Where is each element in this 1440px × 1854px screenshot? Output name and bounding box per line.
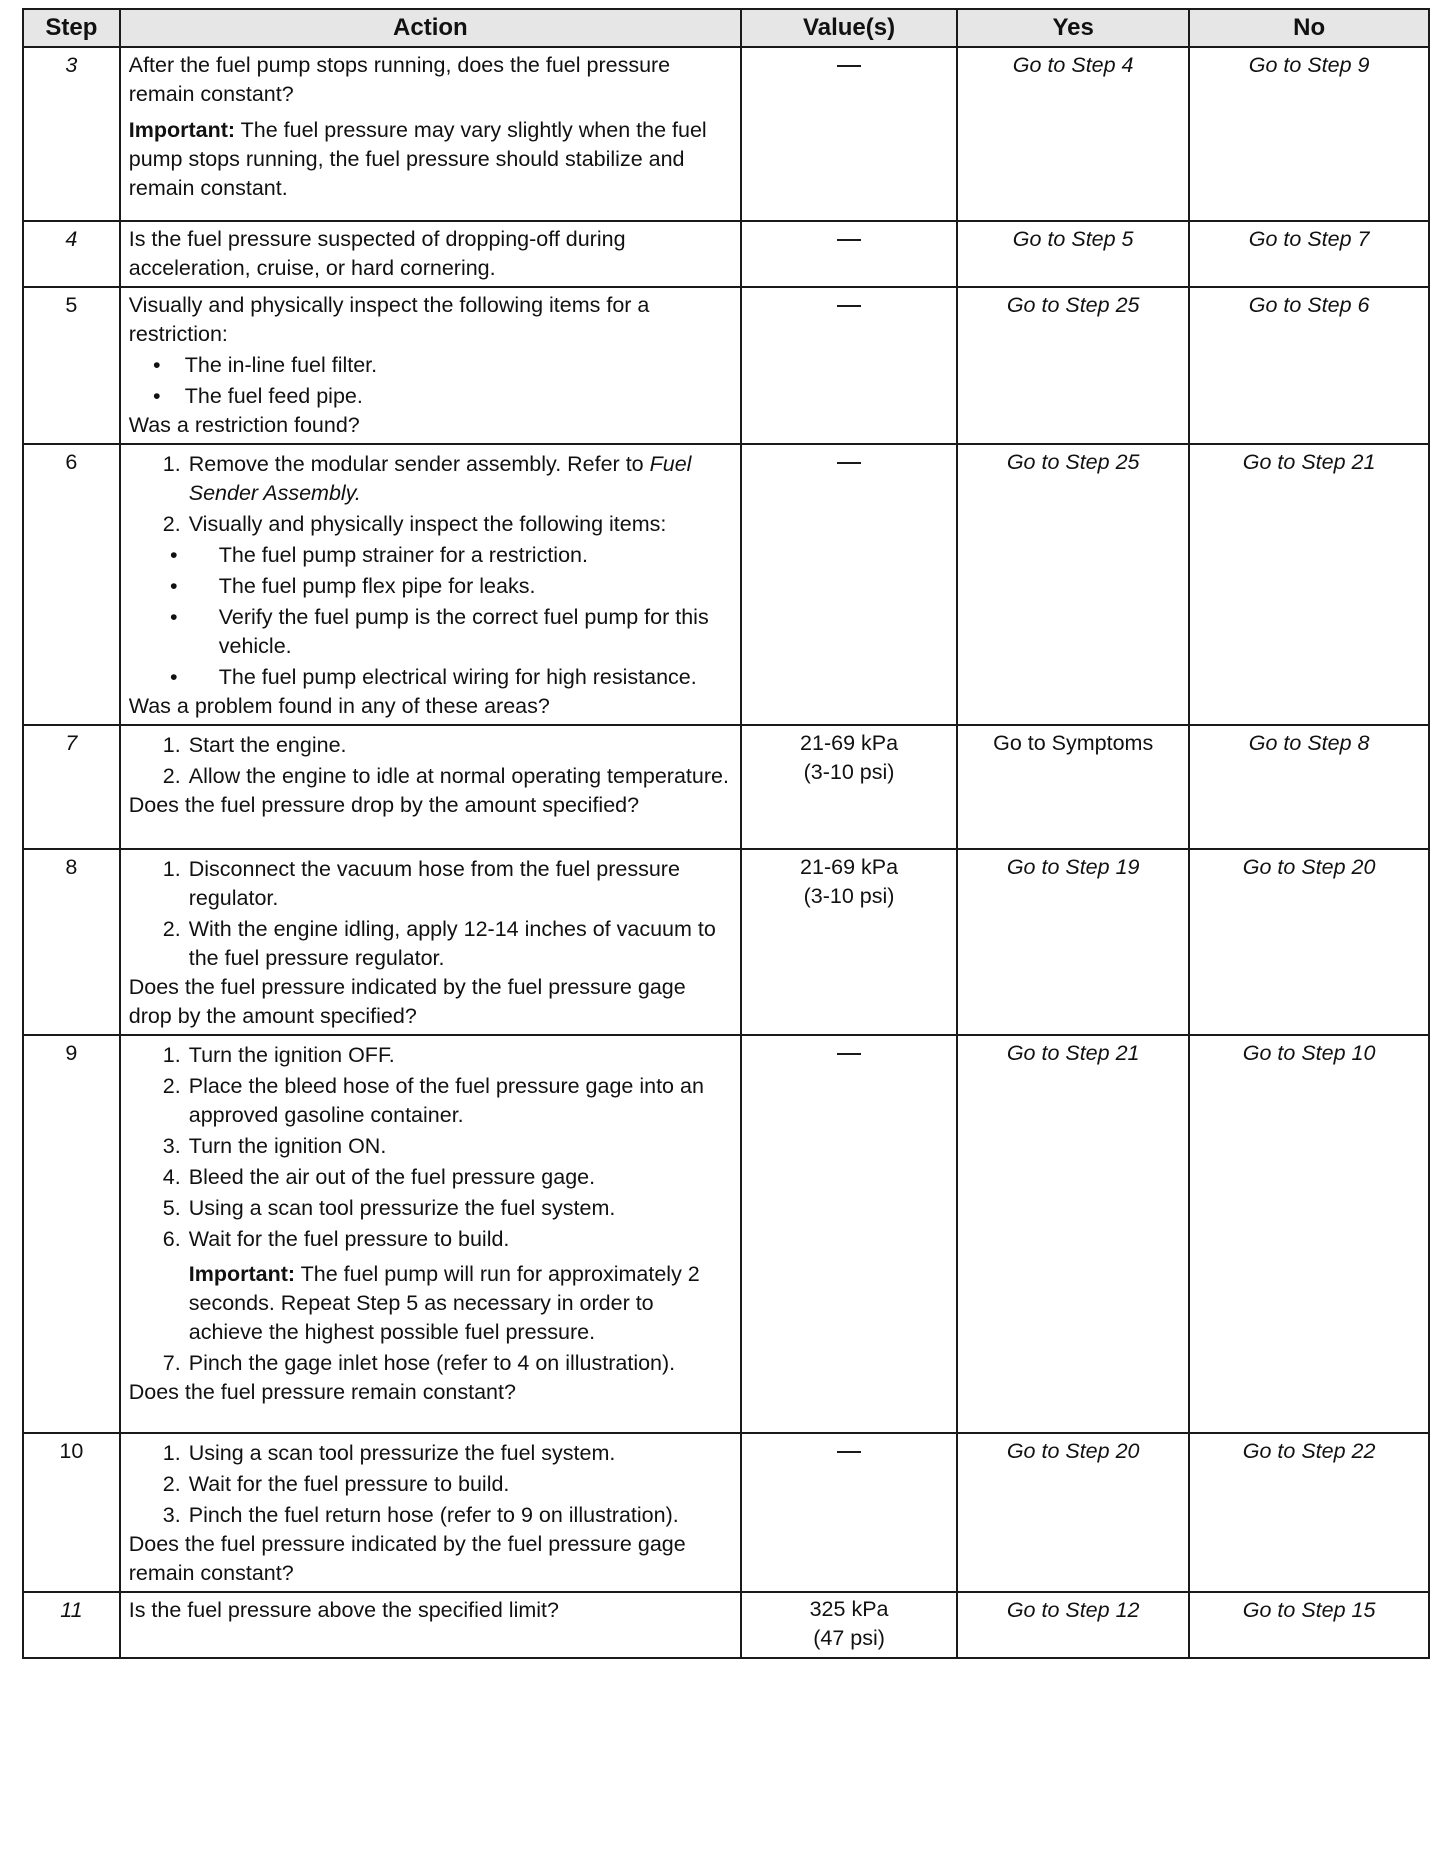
header-step: Step (23, 9, 120, 47)
list-item (129, 1194, 732, 1223)
no-action: Go to Step 10 (1189, 1035, 1429, 1433)
diagnostic-table (22, 8, 1430, 1659)
list-item-text: Turn the ignition OFF. (188, 1043, 395, 1067)
no-action: Go to Step 9 (1189, 47, 1429, 221)
question: Does the fuel pressure drop by the amount specified? (128, 793, 640, 817)
step-number: 10 (23, 1433, 120, 1592)
yes-action: Go to Step 12 (957, 1592, 1189, 1658)
list-number: 2. (162, 512, 181, 536)
table-row (23, 444, 1429, 725)
value-cell (741, 849, 957, 1035)
question: Was a problem found in any of these areas? (128, 694, 550, 718)
list-item-text: Using a scan tool pressurize the fuel system. (188, 1441, 616, 1465)
reference-link[interactable]: Fuel Sender Assembly. (188, 452, 692, 505)
action-cell (120, 444, 741, 725)
header-yes: Yes (957, 9, 1189, 47)
instruction: Visually and physically inspect the following items for a restriction: (128, 293, 650, 346)
list-item (129, 510, 732, 539)
value-cell (741, 1433, 957, 1592)
list-item (129, 731, 732, 760)
no-action: Go to Step 7 (1189, 221, 1429, 287)
question: Does the fuel pressure remain constant? (128, 1380, 516, 1404)
list-number: 3. (162, 1134, 181, 1158)
value-cell (741, 725, 957, 849)
list-item-text: The fuel feed pipe. (184, 384, 363, 408)
list-item (129, 915, 732, 973)
no-value-dash (837, 65, 861, 67)
list-item-text: Place the bleed hose of the fuel pressure gage into an approved gasoline container. (188, 1074, 704, 1127)
action-cell (120, 287, 741, 444)
value-cell (741, 444, 957, 725)
list-item-text: Bleed the air out of the fuel pressure gage. (188, 1165, 596, 1189)
list-item (129, 1225, 732, 1254)
table-row (23, 221, 1429, 287)
list-item (129, 855, 732, 913)
bullet-icon: • (152, 384, 161, 408)
table-row (23, 1592, 1429, 1658)
list-item (129, 663, 732, 692)
no-value-dash (837, 462, 861, 464)
list-number: 1. (162, 857, 181, 881)
value-psi: (3-10 psi) (803, 884, 895, 908)
no-action: Go to Step 20 (1189, 849, 1429, 1035)
list-item-text: Wait for the fuel pressure to build. (188, 1227, 510, 1251)
list-item (129, 351, 732, 380)
list-item (129, 541, 732, 570)
list-item-text: Pinch the fuel return hose (refer to 9 on illustration). (188, 1503, 679, 1527)
list-number: 4. (162, 1165, 181, 1189)
yes-action: Go to Symptoms (957, 725, 1189, 849)
list-item-text: Start the engine. (188, 733, 347, 757)
important-label: Important: (188, 1262, 296, 1286)
action-cell (120, 1433, 741, 1592)
no-action: Go to Step 22 (1189, 1433, 1429, 1592)
no-action: Go to Step 8 (1189, 725, 1429, 849)
list-item (129, 603, 732, 661)
list-item-text: Disconnect the vacuum hose from the fuel pressure regulator. (188, 857, 680, 910)
list-number: 2. (162, 764, 181, 788)
step-number: 5 (23, 287, 120, 444)
bullet-icon: • (169, 574, 178, 598)
list-item-text: Turn the ignition ON. (188, 1134, 387, 1158)
value-cell (741, 1035, 957, 1433)
step-number: 4 (23, 221, 120, 287)
list-number: 2. (162, 917, 181, 941)
header-no: No (1189, 9, 1429, 47)
list-item (129, 1501, 732, 1530)
list-item-text: Pinch the gage inlet hose (refer to 4 on illustration). (188, 1351, 676, 1375)
list-item-text: Wait for the fuel pressure to build. (188, 1472, 510, 1496)
no-action: Go to Step 6 (1189, 287, 1429, 444)
value-psi: (47 psi) (813, 1626, 885, 1650)
list-number: 5. (162, 1196, 181, 1220)
list-item (129, 1470, 732, 1499)
action-cell (120, 221, 741, 287)
list-item-text: The in-line fuel filter. (184, 353, 378, 377)
table-row (23, 1035, 1429, 1433)
header-action: Action (120, 9, 741, 47)
step-number: 9 (23, 1035, 120, 1433)
important-note (129, 1260, 732, 1347)
list-item (129, 382, 732, 411)
table-row (23, 849, 1429, 1035)
list-item (129, 1163, 732, 1192)
no-action: Go to Step 21 (1189, 444, 1429, 725)
list-item-text: The fuel pump strainer for a restriction. (218, 543, 588, 567)
bullet-icon: • (169, 605, 178, 629)
yes-action: Go to Step 25 (957, 444, 1189, 725)
action-cell (120, 849, 741, 1035)
list-item-text (189, 450, 732, 508)
list-number: 1. (162, 1441, 181, 1465)
bullet-icon: • (169, 543, 178, 567)
list-item (129, 1439, 732, 1468)
list-number: 3. (162, 1503, 181, 1527)
bullet-icon: • (152, 353, 161, 377)
list-item (129, 1132, 732, 1161)
value-kpa: 21-69 kPa (800, 731, 899, 755)
list-item-text: Allow the engine to idle at normal operating temperature. (188, 764, 729, 788)
list-item-text: The fuel pump flex pipe for leaks. (218, 574, 536, 598)
question: Does the fuel pressure indicated by the fuel pressure gage drop by the amount specified? (128, 975, 686, 1028)
list-item (129, 1349, 732, 1378)
list-item-text: Using a scan tool pressurize the fuel system. (188, 1196, 616, 1220)
yes-action: Go to Step 21 (957, 1035, 1189, 1433)
list-number: 2. (162, 1074, 181, 1098)
list-number: 6. (162, 1227, 181, 1251)
question: Was a restriction found? (128, 413, 360, 437)
no-action: Go to Step 15 (1189, 1592, 1429, 1658)
no-value-dash (837, 305, 861, 307)
list-number: 7. (162, 1351, 181, 1375)
list-item-text: Visually and physically inspect the following items: (188, 512, 667, 536)
action-cell (120, 1035, 741, 1433)
value-kpa: 325 kPa (809, 1597, 889, 1621)
list-item-text: With the engine idling, apply 12-14 inches of vacuum to the fuel pressure regulator. (188, 917, 716, 970)
list-number: 1. (162, 452, 181, 476)
no-value-dash (837, 239, 861, 241)
value-cell (741, 287, 957, 444)
list-item (129, 572, 732, 601)
list-item-text: Verify the fuel pump is the correct fuel pump for this vehicle. (218, 605, 709, 658)
table-header (23, 9, 1429, 47)
no-value-dash (837, 1053, 861, 1055)
list-item (129, 762, 732, 791)
header-values: Value(s) (741, 9, 957, 47)
important-note (129, 116, 732, 203)
value-cell (741, 221, 957, 287)
value-cell (741, 1592, 957, 1658)
question: After the fuel pump stops running, does the fuel pressure remain constant? (128, 53, 671, 106)
question: Does the fuel pressure indicated by the fuel pressure gage remain constant? (128, 1532, 686, 1585)
important-label: Important: (128, 118, 236, 142)
question: Is the fuel pressure suspected of dropping-off during acceleration, cruise, or hard cornering. (128, 227, 626, 280)
yes-action: Go to Step 4 (957, 47, 1189, 221)
important-text: The fuel pump will run for approximately 2 seconds. Repeat Step 5 as necessary in order to achieve the highest possible fuel pressure. (188, 1262, 700, 1344)
step-number: 8 (23, 849, 120, 1035)
list-item (129, 1072, 732, 1130)
yes-action: Go to Step 20 (957, 1433, 1189, 1592)
yes-action: Go to Step 19 (957, 849, 1189, 1035)
step-number: 7 (23, 725, 120, 849)
list-number: 1. (162, 1043, 181, 1067)
value-kpa: 21-69 kPa (800, 855, 899, 879)
step-number: 3 (23, 47, 120, 221)
important-text: The fuel pressure may vary slightly when the fuel pump stops running, the fuel pressure should stabilize and remain constant. (128, 118, 707, 200)
list-item (129, 450, 732, 508)
table-row (23, 47, 1429, 221)
question: Is the fuel pressure above the specified limit? (128, 1598, 559, 1622)
action-cell (120, 47, 741, 221)
table-row (23, 1433, 1429, 1592)
step-number: 6 (23, 444, 120, 725)
action-cell (120, 725, 741, 849)
list-item-text: The fuel pump electrical wiring for high resistance. (218, 665, 697, 689)
action-cell (120, 1592, 741, 1658)
value-psi: (3-10 psi) (803, 760, 895, 784)
step-number: 11 (23, 1592, 120, 1658)
value-cell (741, 47, 957, 221)
yes-action: Go to Step 5 (957, 221, 1189, 287)
table-row (23, 287, 1429, 444)
bullet-icon: • (169, 665, 178, 689)
yes-action: Go to Step 25 (957, 287, 1189, 444)
list-number: 2. (162, 1472, 181, 1496)
instruction-text: Remove the modular sender assembly. Refer to (188, 452, 650, 476)
list-item (129, 1041, 732, 1070)
list-number: 1. (162, 733, 181, 757)
table-row (23, 725, 1429, 849)
no-value-dash (837, 1451, 861, 1453)
